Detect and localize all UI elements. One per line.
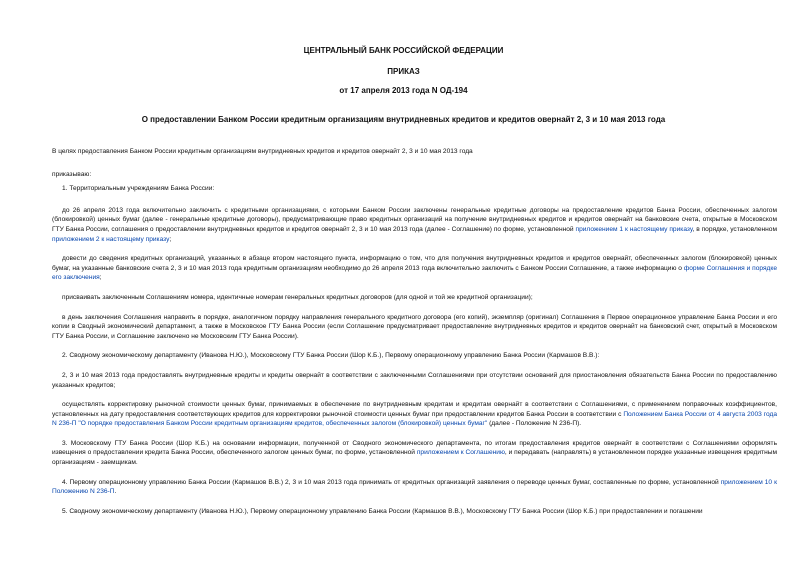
paragraph-text: 4. Первому операционному управлению Банка России (Кармашов В.В.) 2, 3 и 10 мая 2013 года принимать от кредитных организаций заявления о переводе ценных бумаг, составленные по форме, установленной [62, 478, 721, 486]
appendix-2-link[interactable]: приложением 2 к настоящему приказу [52, 235, 170, 243]
issuer-heading: ЦЕНТРАЛЬНЫЙ БАНК РОССИЙСКОЙ ФЕДЕРАЦИИ [303, 46, 504, 55]
paragraph-text: довести до сведения кредитных организаций, указанных в абзаце втором настоящего пункта, информацию о том, что для получения внутридневных кредитов и кредитов овернайт, обеспеченных залогом (блокировкой) ценных бумаг, на указанные банковские счета 2, 3 и 10 мая 2013 года кредитным организациям необходимо до 26 апреля 2013 года включительно заключить с Банком России Соглашение, а также информацию о [52, 255, 777, 272]
item-2-paragraph: 2. Сводному экономическому департаменту (Иванова Н.Ю.), Московскому ГТУ Банка России (Шор К.Б.), Первому операционному управлению Банка России (Кармашов В.В.): [62, 352, 600, 360]
paragraph-text: ; [99, 274, 102, 282]
paragraph-text: , в порядке, установленном [692, 225, 778, 233]
agreement-appendix-link[interactable]: приложением к Соглашению [416, 449, 505, 457]
document-title: О предоставлении Банком России кредитным организациям внутридневных кредитов и кредитов овернайт 2, 3 и 10 мая 2013 года [141, 115, 666, 124]
order-word-paragraph: приказываю: [52, 170, 92, 178]
document-type-heading: ПРИКАЗ [387, 67, 420, 76]
item-1-paragraph: 1. Территориальным учреждениям Банка России: [62, 185, 215, 193]
paragraph-text: до 26 апреля 2013 года включительно заключить с кредитными организациями, с которыми Банком России заключены генеральные кредитные договоры на предоставление кредитов Банка России, обеспеченных залогом (блокировкой) ценных бумаг (далее - генеральные кредитные договоры), предусматривающие право кредитных организаций на получение внутридневных кредитов и кредитов овернайт на банковские счета, открытые в Московском ГТУ Банка России, соглашения о предоставлении внутридневных кредитов и кредитов овернайт 2, 3 и 10 мая 2013 года (далее - Соглашение) по форме, установленной [52, 206, 777, 233]
item-1-para-inform [52, 254, 777, 283]
item-4-paragraph [52, 478, 777, 497]
document-body [52, 147, 777, 516]
paragraph-text: осуществлять корректировку рыночной стоимости ценных бумаг, принимаемых в обеспечение по внутридневным кредитам и кредитам овернайт в соответствии с Соглашениями, с применением поправочных коэффициентов, установленных на дату предоставления соответствующих кредитов для корректировки рыночной стоимости ценных бумаг при предоставлении кредитов Банка России в соответствии с [52, 401, 777, 418]
paragraph-text: , и передавать (направлять) в установленном порядке указанные извещения кредитным организациям - заемщикам. [52, 449, 777, 467]
paragraph-text: 3. Московскому ГТУ Банка России (Шор К.Б.) на основании информации, полученной от Сводного экономического департамента, по итогам предоставления кредитов овернайт в соответствии с Соглашениями оформлять извещения о предоставлении кредита Банка России, обеспеченного залогом ценных бумаг, по форме, установленной [52, 439, 777, 457]
regulation-236p-link[interactable]: Положением Банка России от 4 августа 2003 года N 236-П "О порядке предоставления Банком России кредитным организациям кредитов, обеспеченных залогом (блокировкой) ценных бумаг" [52, 410, 777, 428]
appendix-1-link[interactable]: приложением 1 к настоящему приказу [575, 225, 693, 233]
paragraph-text: . [114, 488, 117, 496]
item-1-para-conclude [52, 206, 777, 244]
document-date-number: от 17 апреля 2013 года N ОД-194 [339, 86, 468, 95]
item-1-para-send: в день заключения Соглашения направить в порядке, аналогичном порядку направления генерального кредитного договора (его копий), экземпляр (оригинал) Соглашения в Первое операционное управление Банка России и его копии в Сводный экономический департамент, а также в Московское ГТУ Банка России (если Соглашение предусматривает предоставление внутридневных кредитов и кредитов овернайт на банковский счет, открытый в Московском ГТУ Банка России, и Соглашение заключено не Московским ГТУ Банка России). [52, 313, 777, 340]
item-5-paragraph: 5. Сводному экономическому департаменту (Иванова Н.Ю.), Первому операционному управлению Банка России (Кармашов В.В.), Московскому ГТУ Банка России (Шор К.Б.) при предоставлении и погашении [62, 507, 703, 515]
item-1-para-numbering: присваивать заключенным Соглашениям номера, идентичные номерам генеральных кредитных договоров (для одной и той же кредитной организации); [62, 293, 533, 301]
item-2-para-adjust [52, 400, 777, 429]
agreement-form-link[interactable]: форме Соглашения и порядке его заключения [52, 264, 777, 282]
paragraph-text: ; [169, 235, 172, 243]
item-3-paragraph [52, 439, 777, 468]
item-2-para-provide: 2, 3 и 10 мая 2013 года предоставлять внутридневные кредиты и кредиты овернайт в соответствии с заключенными Соглашениями при отсутствии оснований для приостановления обязательств Банка России по предоставлению указанных кредитов; [52, 371, 777, 389]
appendix-10-link[interactable]: приложением 10 к Положению N 236-П [52, 478, 777, 496]
paragraph-text: (далее - Положение N 236-П). [487, 420, 582, 428]
preamble-paragraph: В целях предоставления Банком России кредитным организациям внутридневных кредитов и кредитов овернайт 2, 3 и 10 мая 2013 года [52, 148, 473, 155]
